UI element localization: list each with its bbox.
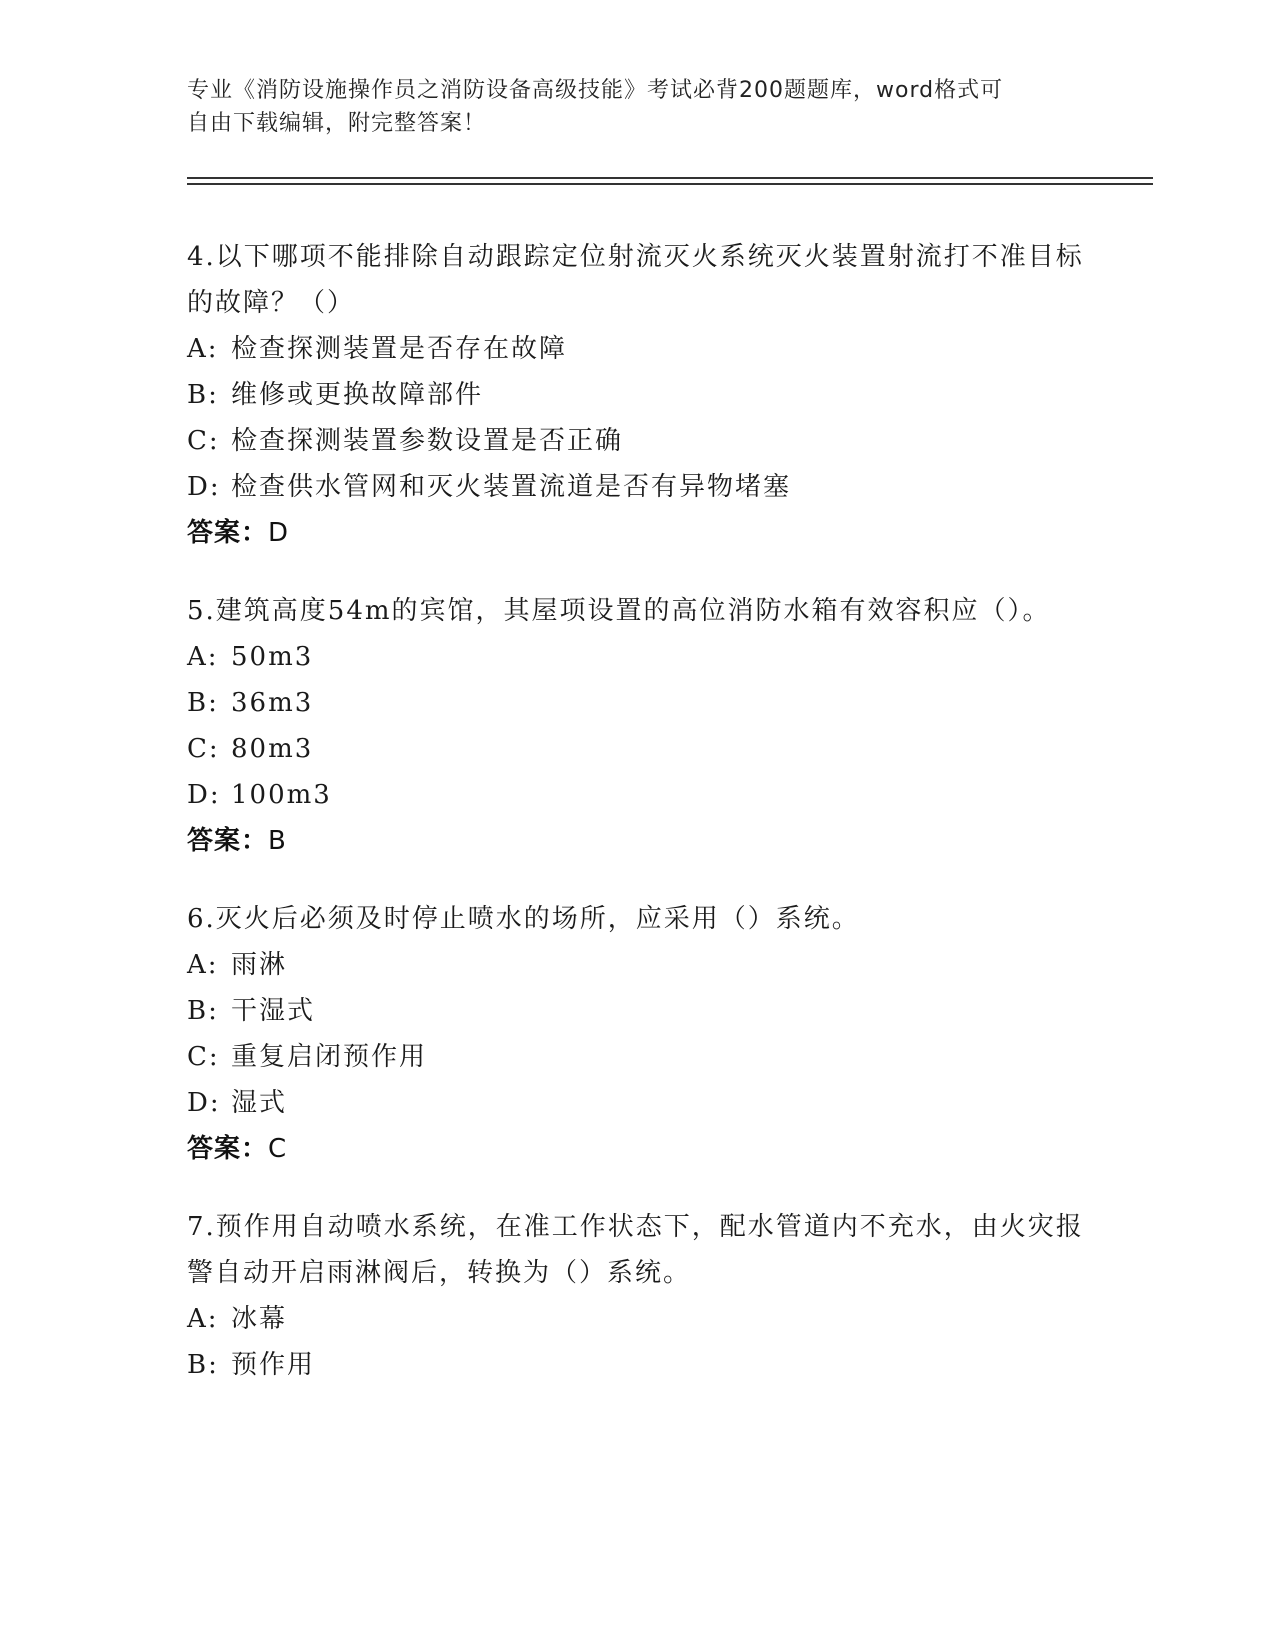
option-letter: A:: [187, 334, 219, 364]
option-text: 湿式: [231, 1088, 288, 1118]
question-4: [187, 234, 1087, 556]
option-c: [187, 418, 1087, 464]
option-text: 50m3: [231, 642, 314, 672]
question-list: [187, 234, 1087, 1420]
option-letter: C:: [187, 426, 220, 456]
question-5: [187, 588, 1087, 864]
answer-value: B: [268, 826, 287, 856]
option-text: 重复启闭预作用: [231, 1042, 428, 1072]
answer-label: 答案：: [187, 1134, 269, 1164]
option-text: 100m3: [231, 780, 332, 810]
option-text: 检查探测装置参数设置是否正确: [231, 426, 624, 456]
option-text: 80m3: [231, 734, 314, 764]
question-6: [187, 896, 1087, 1172]
option-text: 冰幕: [231, 1304, 288, 1334]
option-letter: D:: [187, 1088, 221, 1118]
option-letter: A:: [187, 1304, 219, 1334]
option-b: [187, 680, 1087, 726]
question-text: 7.预作用自动喷水系统，在准工作状态下，配水管道内不充水，由火灾报警自动开启雨淋阀后，转换为（）系统。: [187, 1212, 1084, 1288]
option-letter: B:: [187, 688, 219, 718]
option-text: 检查探测装置是否存在故障: [231, 334, 568, 364]
option-letter: B:: [187, 996, 219, 1026]
option-letter: B:: [187, 380, 219, 410]
option-b: [187, 1342, 1087, 1388]
answer-label: 答案：: [187, 518, 269, 548]
answer-value: C: [268, 1134, 288, 1164]
option-letter: A:: [187, 642, 219, 672]
option-b: [187, 988, 1087, 1034]
option-text: 预作用: [231, 1350, 316, 1380]
option-text: 维修或更换故障部件: [231, 380, 484, 410]
question-text: 5.建筑高度54m的宾馆，其屋项设置的高位消防水箱有效容积应（）。: [187, 596, 1051, 626]
document-header: [187, 74, 1067, 140]
option-d: [187, 772, 1087, 818]
question-text: 6.灭火后必须及时停止喷水的场所，应采用（）系统。: [187, 904, 860, 934]
option-b: [187, 372, 1087, 418]
option-letter: C:: [187, 734, 220, 764]
option-a: [187, 942, 1087, 988]
option-letter: B:: [187, 1350, 219, 1380]
option-d: [187, 464, 1087, 510]
option-a: [187, 1296, 1087, 1342]
header-divider-top: [187, 177, 1153, 179]
option-letter: D:: [187, 472, 221, 502]
option-letter: D:: [187, 780, 221, 810]
option-c: [187, 726, 1087, 772]
option-a: [187, 634, 1087, 680]
option-letter: C:: [187, 1042, 220, 1072]
option-text: 36m3: [231, 688, 314, 718]
option-d: [187, 1080, 1087, 1126]
answer-value: D: [268, 518, 290, 548]
header-divider-bottom: [187, 183, 1153, 185]
option-letter: A:: [187, 950, 219, 980]
question-text: 4.以下哪项不能排除自动跟踪定位射流灭火系统灭火装置射流打不准目标的故障？（）: [187, 242, 1084, 318]
answer-line: [187, 510, 1087, 556]
answer-line: [187, 818, 1087, 864]
answer-label: 答案：: [187, 826, 269, 856]
header-line-1: 专业《消防设施操作员之消防设备高级技能》考试必背200题题库，word格式可: [187, 78, 1004, 103]
option-c: [187, 1034, 1087, 1080]
option-a: [187, 326, 1087, 372]
option-text: 干湿式: [231, 996, 316, 1026]
option-text: 检查供水管网和灭火装置流道是否有异物堵塞: [231, 472, 792, 502]
answer-line: [187, 1126, 1087, 1172]
header-line-2: 自由下载编辑，附完整答案！: [187, 111, 487, 136]
question-7: [187, 1204, 1087, 1388]
option-text: 雨淋: [231, 950, 288, 980]
